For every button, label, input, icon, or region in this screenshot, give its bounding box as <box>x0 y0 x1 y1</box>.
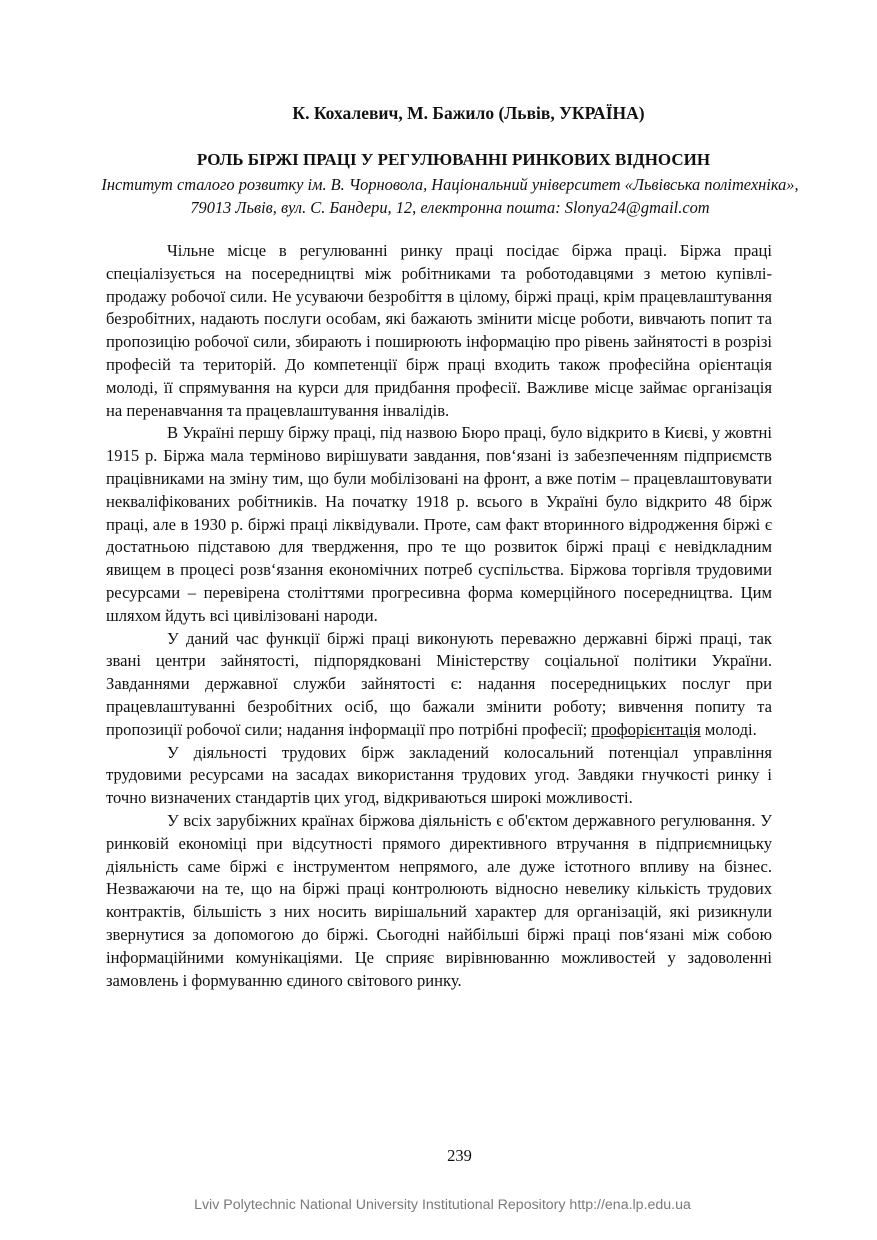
paragraph: У всіх зарубіжних країнах біржова діяльність є об'єктом державного регулювання. У ринковій економіці при відсутності прямого директивного втручання в підприємницьку діяльність саме біржі є інструментом непрямого, але дуже істотного впливу на бізнес. Незважаючи на те, що на біржі праці контролюють відносно невелику кількість трудових контрактів, більшість з них носить вирішальний характер для організацій, які ризикнули звернутися за допомогою до біржі. Сьогодні найбільші біржі праці пов‘язані між собою інформаційними комунікаціями. Це сприяє вирівнюванню можливостей у задоволенні замовлень і формуванню єдиного світового ринку. <box>106 810 772 990</box>
underlined-term: профорієнтація <box>591 719 701 739</box>
page-number: 239 <box>447 1146 472 1165</box>
paper-title: РОЛЬ БІРЖІ ПРАЦІ У РЕГУЛЮВАННІ РИНКОВИХ ВІДНОСИН <box>196 150 711 169</box>
paragraph: Чільне місце в регулюванні ринку праці посідає біржа праці. Біржа праці спеціалізується на посередництві між робітниками та роботодавцями з метою купівлі-продажу робочої сили. Не усуваючи безробіття в цілому, біржі праці, крім працевлаштування безробітних, надають послуги особам, які бажають змінити місце роботи, вивчають попит та пропозицію робочої сили, збирають і поширюють інформацію про рівень зайнятості в розрізі професій та територій. До компетенції бірж праці входить також професійна орієнтація молоді, її спрямування на курси для придбання професії. Важливе місце займає організація на перенавчання та працевлаштування інвалідів. <box>106 241 772 420</box>
article-body <box>106 240 772 992</box>
affiliation: Інститут сталого розвитку ім. В. Чорновола, Національний університет «Львівська політехніка», 79013 Львів, вул. С. Бандери, 12, електронна пошта: Slonya24@gmail.com <box>101 175 799 217</box>
paragraph: У діяльності трудових бірж закладений колосальний потенціал управління трудовими ресурсами на засадах використання трудових угод. Завдяки гнучкості ринку і точно визначених стандартів цих угод, відкриваються широкі можливості. <box>106 742 772 808</box>
repository-footer: Lviv Polytechnic National University Institutional Repository http://ena.lp.edu.ua <box>194 1197 691 1213</box>
paragraph-text: У даний час функції біржі праці виконують переважно державні біржі праці, так звані центри зайнятості, підпорядковані Міністерству соціальної політики України. Завданнями державної служби зайнятості є: надання посередницьких послуг при працевлаштуванні безробітних осіб, що бажали змінити роботу; вивчення попиту та пропозиції робочої сили; надання інформації про потрібні професії; <box>106 628 772 739</box>
authors-heading: К. Кохалевич, М. Бажило (Львів, УКРАЇНА) <box>292 103 645 123</box>
paragraph <box>106 628 772 742</box>
paragraph-text: молоді. <box>704 719 757 739</box>
paragraph: В Україні першу біржу праці, під назвою Бюро праці, було відкрито в Києві, у жовтні 1915 р. Біржа мала терміново вирішувати завдання, пов‘язані із забезпеченням підприємств працівниками на зміну тим, що були мобілізовані на фронт, а вже потім – працевлаштовувати некваліфікованих робітників. На початку 1918 р. всього в Україні було відкрито 48 бірж праці, але в 1930 р. біржі праці ліквідували. Проте, сам факт вторинного відродження біржі є достатньою підставою для твердження, про те що розвиток біржі праці є невідкладним явищем в процесі розв‘язання економічних потреб суспільства. Біржова торгівля трудовими ресурсами – перевірена століттями прогресивна форма комерційного посередництва. Цим шляхом йдуть всі цивілізовані народи. <box>106 423 772 625</box>
